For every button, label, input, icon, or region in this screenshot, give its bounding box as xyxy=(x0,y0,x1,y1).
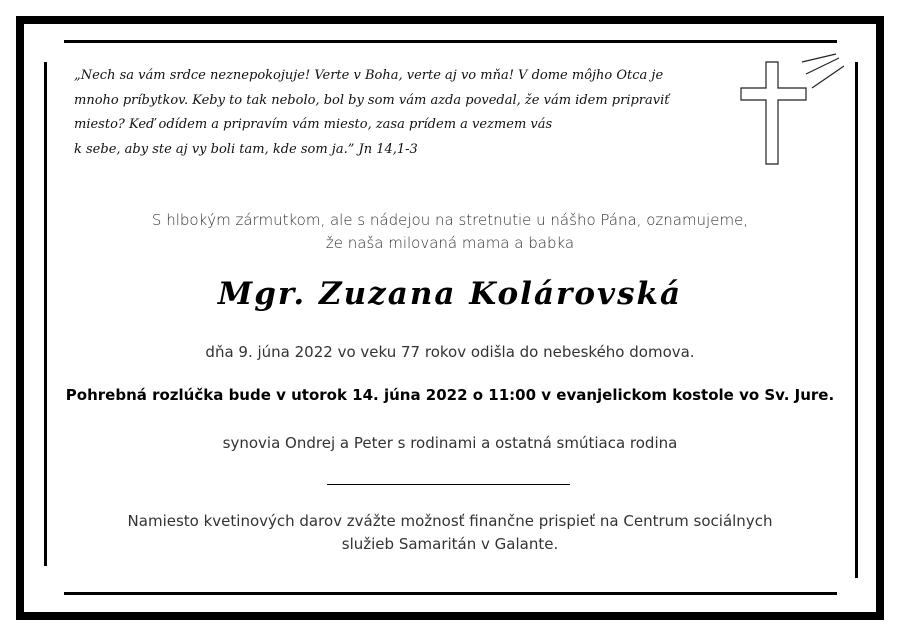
donation-line-1: Namiesto kvetinových darov zvážte možnosť finančne prispieť na Centrum sociálnych xyxy=(127,512,773,530)
left-rule xyxy=(44,62,47,566)
donation-note xyxy=(0,510,900,556)
intro-line-1: S hlbokým zármutkom, ale s nádejou na stretnutie u nášho Pána, oznamujeme, xyxy=(151,211,749,229)
bottom-rule xyxy=(64,592,837,595)
verse-line: miesto? Keď odídem a pripravím vám miesto, zasa prídem a vezmem vás xyxy=(74,117,553,132)
cross-icon xyxy=(738,48,850,168)
intro-line-2: že naša milovaná mama a babka xyxy=(325,234,575,252)
announcement-intro xyxy=(0,209,900,255)
bible-verse xyxy=(74,64,674,162)
verse-line: mnoho príbytkov. Keby to tak nebolo, bol by som vám azda povedal, že vám idem pripraviť xyxy=(74,92,670,108)
mourners-list: synovia Ondrej a Peter s rodinami a ostatná smútiaca rodina xyxy=(222,434,678,452)
donation-line-2: služieb Samaritán v Galante. xyxy=(341,535,559,553)
top-rule xyxy=(64,40,837,43)
verse-line: k sebe, aby ste aj vy boli tam, kde som ja.” Jn 14,1-3 xyxy=(74,141,418,157)
deceased-name: Mgr. Zuzana Kolárovská xyxy=(217,276,683,312)
death-notice: dňa 9. júna 2022 vo veku 77 rokov odišla do nebeského domova. xyxy=(205,343,695,361)
divider-line xyxy=(327,484,570,485)
light-rays-icon xyxy=(802,54,844,88)
funeral-notice: Pohrebná rozlúčka bude v utorok 14. júna 2022 o 11:00 v evanjelickom kostole vo Sv. Jure. xyxy=(65,386,835,404)
verse-line: „Nech sa vám srdce neznepokojuje! Verte v Boha, verte aj vo mňa! V dome môjho Otca je xyxy=(74,68,664,83)
right-rule xyxy=(855,62,858,578)
